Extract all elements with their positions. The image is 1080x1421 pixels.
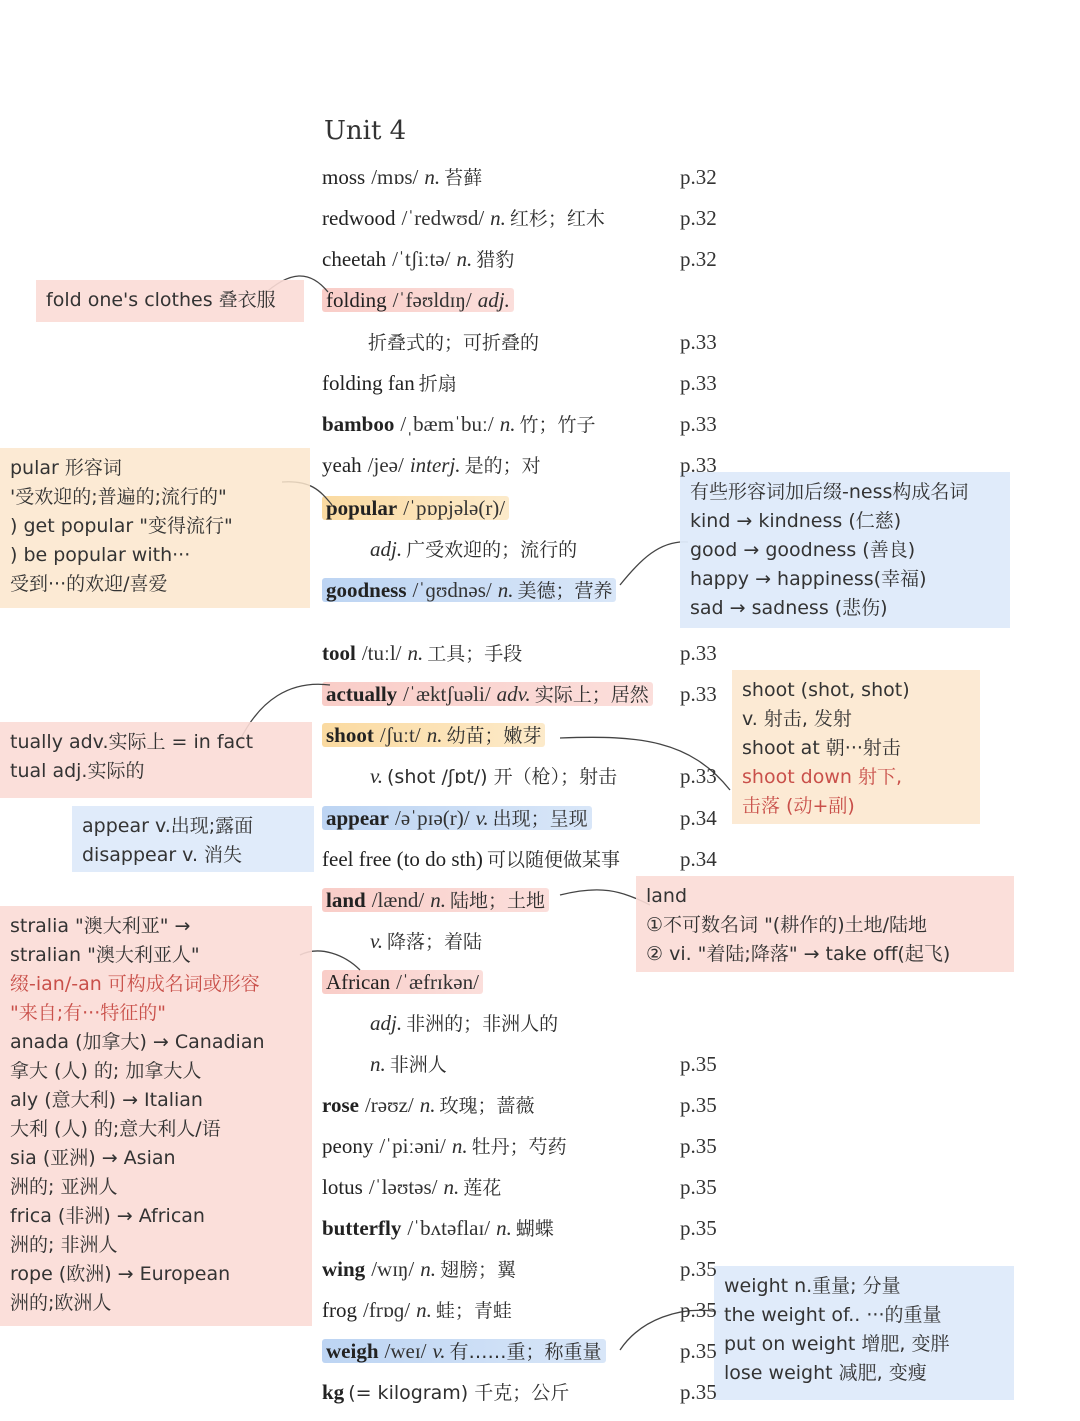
vocab-entry — [364, 1047, 447, 1081]
entry-pos: n. — [490, 206, 506, 230]
note-line: ①不可数名词 "(耕作的)土地/陆地 — [646, 914, 928, 936]
note-line: good → goodness (善良) — [690, 539, 916, 561]
entry-phonetic: /tuːl/ — [361, 641, 402, 665]
entry-meaning: 出现；呈现 — [492, 808, 588, 830]
entry-word: wing — [322, 1257, 366, 1281]
entry-page: p.33 — [680, 412, 717, 436]
entry-meaning: 降落；着陆 — [387, 931, 483, 953]
entry-meaning: 翅膀；翼 — [440, 1259, 517, 1281]
entry-page: p.35 — [680, 1052, 717, 1076]
entry-pos: n. — [426, 723, 443, 747]
entry-word: weigh — [326, 1339, 379, 1363]
note-line: sia (亚洲) → Asian — [10, 1147, 176, 1169]
entry-pos: adj. — [477, 288, 510, 312]
entry-pos: n. — [499, 412, 516, 436]
entry-page: p.35 — [680, 1175, 717, 1199]
entry-pos: n. — [456, 247, 473, 271]
entry-phonetic: /əˈpɪə(r)/ — [395, 806, 470, 830]
vocab-entry — [322, 801, 592, 835]
note-popular — [0, 448, 310, 608]
entry-phonetic: /ˈbʌtəflaɪ/ — [407, 1216, 491, 1240]
entry-word: frog — [322, 1298, 357, 1322]
note-line: stralia "澳大利亚" → — [10, 915, 191, 937]
connector-goodness — [620, 542, 688, 585]
note-line: 拿大 (人) 的; 加拿大人 — [10, 1060, 202, 1082]
vocab-entry — [322, 1252, 516, 1286]
entry-word: feel free (to do sth) — [322, 847, 483, 871]
note-line: weight n.重量; 分量 — [724, 1275, 901, 1297]
entry-phonetic: /frɒɡ/ — [363, 1298, 411, 1322]
vocab-entry — [322, 1088, 535, 1122]
note-line: ) get popular "变得流行" — [10, 515, 233, 537]
entry-word: actually — [326, 682, 398, 706]
note-line: disappear v. 消失 — [82, 844, 243, 866]
entry-pos: n. — [370, 1052, 386, 1076]
entry-word: redwood — [322, 206, 396, 230]
entry-page: p.35 — [680, 1093, 717, 1117]
entry-word: bamboo — [322, 412, 395, 436]
entry-word: peony — [322, 1134, 374, 1158]
entry-word: moss — [322, 165, 366, 189]
note-ness-suffix — [680, 472, 1010, 628]
entry-phonetic: /ˈredwʊd/ — [401, 206, 485, 230]
entry-pos: adv. — [496, 682, 531, 706]
note-line: tually adv.实际上 = in fact — [10, 731, 254, 753]
note-line: put on weight 增肥, 变胖 — [724, 1333, 950, 1355]
note-line: fold one's clothes 叠衣服 — [46, 289, 276, 311]
entry-page: p.35 — [680, 1134, 717, 1158]
entry-phonetic: /ˈfəʊldɪŋ/ — [392, 288, 472, 312]
entry-word: shoot — [326, 723, 374, 747]
note-line: aly (意大利) → Italian — [10, 1089, 203, 1111]
vocab-entry — [322, 407, 595, 441]
vocab-entry — [322, 283, 514, 317]
entry-pos: adj. — [370, 1011, 403, 1035]
note-line: lose weight 减肥, 变瘦 — [724, 1362, 927, 1384]
vocab-entry — [322, 448, 541, 482]
entry-meaning: 蛙；青蛙 — [435, 1300, 512, 1322]
note-fold — [36, 280, 304, 322]
note-land — [636, 876, 1014, 972]
vocab-entry — [322, 883, 549, 917]
note-line: frica (非洲) → African — [10, 1205, 205, 1227]
unit-title: Unit 4 — [324, 116, 407, 146]
entry-word: land — [326, 888, 366, 912]
entry-pos: n. — [419, 1093, 436, 1117]
entry-phonetic: /ˌbæmˈbuː/ — [400, 412, 494, 436]
entry-phonetic: /ʃuːt/ — [379, 723, 421, 747]
entry-pos: n. — [443, 1175, 460, 1199]
vocab-entry — [322, 1170, 501, 1204]
vocab-entry — [322, 242, 514, 276]
note-line: 受到···的欢迎/喜爱 — [10, 573, 168, 595]
vocab-entry — [322, 160, 482, 194]
entry-meaning: 实际上；居然 — [534, 684, 649, 706]
entry-pos: n. — [407, 641, 424, 665]
entry-pos: v. — [432, 1339, 446, 1363]
entry-pos: n. — [451, 1134, 468, 1158]
vocab-entry — [364, 325, 539, 359]
entry-meaning: (= kilogram) 千克；公斤 — [348, 1382, 570, 1404]
entry-meaning: 红杉；红木 — [509, 208, 605, 230]
entry-phonetic: /ˈpiːəni/ — [379, 1134, 446, 1158]
entry-pos: n. — [496, 1216, 512, 1240]
vocab-entry — [322, 842, 620, 876]
entry-word: folding fan — [322, 371, 415, 395]
entry-phonetic: /lænd/ — [371, 888, 425, 912]
note-line: appear v.出现;露面 — [82, 815, 254, 837]
vocab-entry — [364, 1006, 558, 1040]
entry-meaning: 莲花 — [463, 1177, 502, 1199]
note-line: ) be popular with··· — [10, 544, 191, 566]
entry-meaning: 非洲人 — [389, 1054, 447, 1076]
entry-meaning: 有……重；称重量 — [449, 1341, 602, 1363]
entry-page: p.33 — [680, 641, 717, 665]
note-line: the weight of.. ···的重量 — [724, 1304, 942, 1326]
note-line: shoot at 朝···射击 — [742, 737, 901, 759]
entry-page: p.33 — [680, 453, 717, 477]
note-shoot — [732, 670, 980, 824]
vocab-entry — [322, 1211, 554, 1245]
entry-meaning: 非洲的；非洲人的 — [406, 1013, 559, 1035]
vocab-entry — [322, 636, 522, 670]
note-line: kind → kindness (仁慈) — [690, 510, 902, 532]
vocab-entry — [322, 1375, 569, 1409]
entry-page: p.34 — [680, 806, 717, 830]
entry-phonetic: /ˈæktʃuəli/ — [403, 682, 491, 706]
entry-meaning: (shot /ʃɒt/) 开（枪）；射击 — [387, 766, 618, 788]
note-line: "来自;有···特征的" — [10, 1002, 166, 1024]
note-line: tual adj.实际的 — [10, 760, 145, 782]
entry-meaning: 是的；对 — [464, 455, 541, 477]
entry-phonetic: /ˈləʊtəs/ — [368, 1175, 438, 1199]
note-line: happy → happiness(幸福) — [690, 568, 927, 590]
entry-meaning: 蝴蝶 — [515, 1218, 554, 1240]
entry-pos: n. — [497, 578, 514, 602]
entry-phonetic: /mɒs/ — [371, 165, 419, 189]
vocab-entry — [322, 491, 509, 525]
entry-pos: v. — [370, 929, 384, 953]
note-line: rope (欧洲) → European — [10, 1263, 231, 1285]
entry-word: goodness — [326, 578, 407, 602]
vocab-entry — [322, 677, 653, 711]
note-nationalities — [0, 906, 312, 1326]
vocab-entry — [364, 759, 617, 793]
entry-phonetic: /weɪ/ — [384, 1339, 427, 1363]
note-line: anada (加拿大) → Canadian — [10, 1031, 265, 1053]
entry-page: p.35 — [680, 1339, 717, 1363]
note-line: 缀-ian/-an 可构成名词或形容 — [10, 973, 260, 995]
vocab-entry — [322, 965, 483, 999]
entry-word: tool — [322, 641, 356, 665]
entry-page: p.33 — [680, 371, 717, 395]
entry-word: cheetah — [322, 247, 387, 271]
note-line: 洲的; 亚洲人 — [10, 1176, 118, 1198]
vocab-entry — [364, 532, 577, 566]
entry-meaning: 苔藓 — [444, 167, 483, 189]
note-line: shoot down 射下, — [742, 766, 903, 788]
vocab-entry — [322, 718, 545, 752]
note-line: 洲的; 非洲人 — [10, 1234, 118, 1256]
entry-page: p.35 — [680, 1257, 717, 1281]
entry-page: p.33 — [680, 682, 717, 706]
entry-pos: n. — [424, 165, 441, 189]
entry-word: appear — [326, 806, 389, 830]
entry-page: p.33 — [680, 330, 717, 354]
note-line: shoot (shot, shot) — [742, 679, 910, 701]
entry-phonetic: /ˈæfrɪkən/ — [396, 970, 479, 994]
entry-meaning: 猎豹 — [476, 249, 515, 271]
entry-meaning: 折叠式的；可折叠的 — [368, 332, 540, 354]
entry-word: rose — [322, 1093, 359, 1117]
entry-phonetic: /ˈɡʊdnəs/ — [412, 578, 492, 602]
entry-page: p.32 — [680, 206, 717, 230]
entry-word: yeah — [322, 453, 362, 477]
note-line: stralian "澳大利亚人" — [10, 944, 200, 966]
entry-page: p.32 — [680, 247, 717, 271]
entry-pos: adj. — [370, 537, 403, 561]
entry-phonetic: /wɪŋ/ — [371, 1257, 415, 1281]
entry-meaning: 美德；营养 — [517, 580, 613, 602]
entry-word: African — [326, 970, 391, 994]
entry-page: p.35 — [680, 1380, 717, 1404]
entry-page: p.32 — [680, 165, 717, 189]
vocab-entry — [322, 1293, 512, 1327]
vocab-entry — [322, 366, 457, 400]
entry-phonetic: /ˈtʃiːtə/ — [392, 247, 451, 271]
note-actually — [0, 722, 312, 798]
note-line: land — [646, 885, 688, 907]
entry-meaning: 陆地；土地 — [449, 890, 545, 912]
entry-phonetic: /rəʊz/ — [364, 1093, 414, 1117]
entry-pos: interj. — [409, 453, 461, 477]
entry-page: p.35 — [680, 1216, 717, 1240]
note-appear — [72, 806, 314, 872]
entry-pos: v. — [370, 764, 384, 788]
note-line: '受欢迎的;普遍的;流行的" — [10, 486, 227, 508]
note-line: sad → sadness (悲伤) — [690, 597, 888, 619]
entry-pos: v. — [475, 806, 489, 830]
entry-word: butterfly — [322, 1216, 402, 1240]
note-line: pular 形容词 — [10, 457, 122, 479]
vocab-entry — [322, 1129, 567, 1163]
entry-meaning: 玫瑰；蔷薇 — [439, 1095, 535, 1117]
entry-meaning: 牡丹；芍药 — [471, 1136, 567, 1158]
entry-meaning: 广受欢迎的；流行的 — [406, 539, 578, 561]
entry-phonetic: /ˈpɒpjələ(r)/ — [403, 496, 506, 520]
entry-phonetic: /jeə/ — [367, 453, 404, 477]
entry-word: lotus — [322, 1175, 363, 1199]
vocab-entry — [322, 1334, 606, 1368]
note-line: 击落 (动+副) — [742, 795, 855, 817]
note-line: v. 射击, 发射 — [742, 708, 852, 730]
entry-meaning: 可以随便做某事 — [486, 849, 620, 871]
note-line: 洲的;欧洲人 — [10, 1292, 112, 1314]
vocab-entry — [322, 573, 616, 607]
note-line: 大利 (人) 的;意大利人/语 — [10, 1118, 221, 1140]
entry-word: popular — [326, 496, 398, 520]
vocab-entry — [364, 924, 482, 958]
entry-page: p.34 — [680, 847, 717, 871]
entry-meaning: 折扇 — [418, 373, 457, 395]
note-line: ② vi. "着陆;降落" → take off(起飞) — [646, 943, 951, 965]
entry-pos: n. — [430, 888, 446, 912]
entry-pos: n. — [416, 1298, 432, 1322]
entry-word: folding — [326, 288, 387, 312]
entry-page: p.35 — [680, 1298, 717, 1322]
entry-meaning: 工具；手段 — [427, 643, 523, 665]
note-weight — [714, 1266, 1014, 1400]
entry-word: kg — [322, 1380, 345, 1404]
vocab-entry — [322, 201, 605, 235]
entry-meaning: 竹；竹子 — [519, 414, 596, 436]
entry-pos: n. — [420, 1257, 436, 1281]
entry-page: p.33 — [680, 764, 717, 788]
entry-meaning: 幼苗；嫩芽 — [446, 725, 542, 747]
note-line: 有些形容词加后缀-ness构成名词 — [690, 481, 969, 503]
